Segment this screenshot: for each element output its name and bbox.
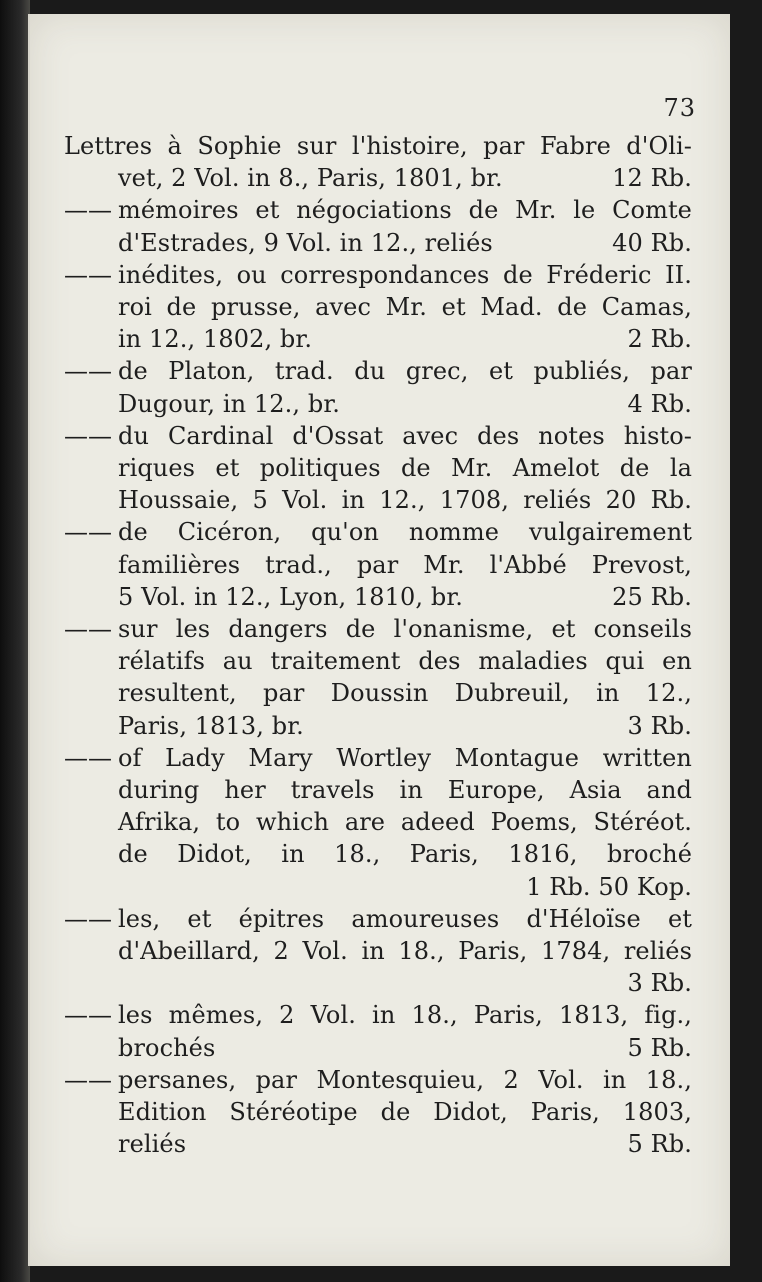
entry-line: resultent, par Doussin Dubreuil, in 12., [118,679,692,708]
catalog-entry [64,259,692,356]
catalog-entry [64,355,692,419]
entry-line: Lettres à Sophie sur l'histoire, par Fabre d'Oli- [64,132,692,160]
ditto-dash: —— [64,196,112,225]
ditto-dash: —— [64,743,112,772]
catalog-entry [64,742,692,903]
entry-line [118,227,692,259]
entry-line [118,581,692,613]
ditto-dash: —— [64,260,112,289]
entry-line: mémoires et négociations de Mr. le Comte [118,196,692,225]
entry-line [118,323,692,355]
entry-line-text: in 12., 1802, br. [118,325,313,354]
ditto-dash: —— [64,615,112,644]
catalog-entry [64,516,692,613]
entry-price: 12 Rb. [612,164,692,193]
entry-line: de Cicéron, qu'on nomme vulgairement [118,518,692,547]
catalog-entry [64,130,692,194]
entry-price: 5 Rb. [627,1130,692,1159]
entry-price: 40 Rb. [612,228,692,257]
entry-line-text: 5 Vol. in 12., Lyon, 1810, br. [118,582,463,611]
page-number: 73 [663,94,696,122]
entry-line: du Cardinal d'Ossat avec des notes histo- [118,421,692,450]
entry-line [118,710,692,742]
entry-price: 3 Rb. [627,711,692,740]
entry-line [118,1128,692,1160]
entry-price: 2 Rb. [627,325,692,354]
catalog-entry [64,903,692,1000]
catalog-entry [64,999,692,1063]
entry-line-text: reliés [118,1130,187,1159]
entry-line: Edition Stéréotipe de Didot, Paris, 1803, [118,1098,692,1127]
entry-line: les mêmes, 2 Vol. in 18., Paris, 1813, fig., [118,1001,692,1030]
entry-line: de Platon, trad. du grec, et publiés, par [118,357,692,386]
catalog-entry [64,1064,692,1161]
ditto-dash: —— [64,357,112,386]
entry-line: riques et politiques de Mr. Amelot de la [118,454,692,483]
entry-line-text: Paris, 1813, br. [118,711,304,740]
catalog-entry [64,613,692,742]
ditto-dash: —— [64,421,112,450]
entry-line: familières trad., par Mr. l'Abbé Prevost, [118,550,692,579]
entry-line: 1 Rb. 50 Kop. [526,872,692,901]
entry-line: de Didot, in 18., Paris, 1816, broché [118,840,692,869]
entry-line: Afrika, to which are adeed Poems, Stéréot. [118,808,692,837]
entry-line: les, et épitres amoureuses d'Héloïse et [118,904,692,933]
ditto-dash: —— [64,904,112,933]
entry-line: roi de prusse, avec Mr. et Mad. de Camas, [118,293,692,322]
entry-line-text: Dugour, in 12., br. [118,389,340,418]
entry-line [118,388,692,420]
entry-line: sur les dangers de l'onanisme, et conseils [118,615,692,644]
entry-line: 3 Rb. [627,969,692,998]
entry-line [118,1032,692,1064]
entry-price: 25 Rb. [612,582,692,611]
entry-line: during her travels in Europe, Asia and [118,776,692,805]
catalog-entries [64,130,692,1161]
entry-price: 5 Rb. [627,1033,692,1062]
catalog-entry [64,194,692,258]
entry-line-text: vet, 2 Vol. in 8., Paris, 1801, br. [118,164,503,193]
entry-line-text: brochés [118,1033,216,1062]
entry-line: rélatifs au traitement des maladies qui en [118,647,692,676]
ditto-dash: —— [64,1065,112,1094]
entry-line [64,162,692,194]
entry-line: Houssaie, 5 Vol. in 12., 1708, reliés 20 Rb. [118,486,692,515]
ditto-dash: —— [64,1001,112,1030]
ditto-dash: —— [64,518,112,547]
entry-line: inédites, ou correspondances de Fréderic II. [118,260,692,289]
entry-line-text: d'Estrades, 9 Vol. in 12., reliés [118,228,493,257]
book-spine-shadow [0,0,30,1282]
entry-line: of Lady Mary Wortley Montague written [118,743,692,772]
catalog-entry [64,420,692,517]
entry-line: persanes, par Montesquieu, 2 Vol. in 18., [118,1065,692,1094]
entry-line: d'Abeillard, 2 Vol. in 18., Paris, 1784, reliés [118,937,692,966]
entry-price: 4 Rb. [627,389,692,418]
